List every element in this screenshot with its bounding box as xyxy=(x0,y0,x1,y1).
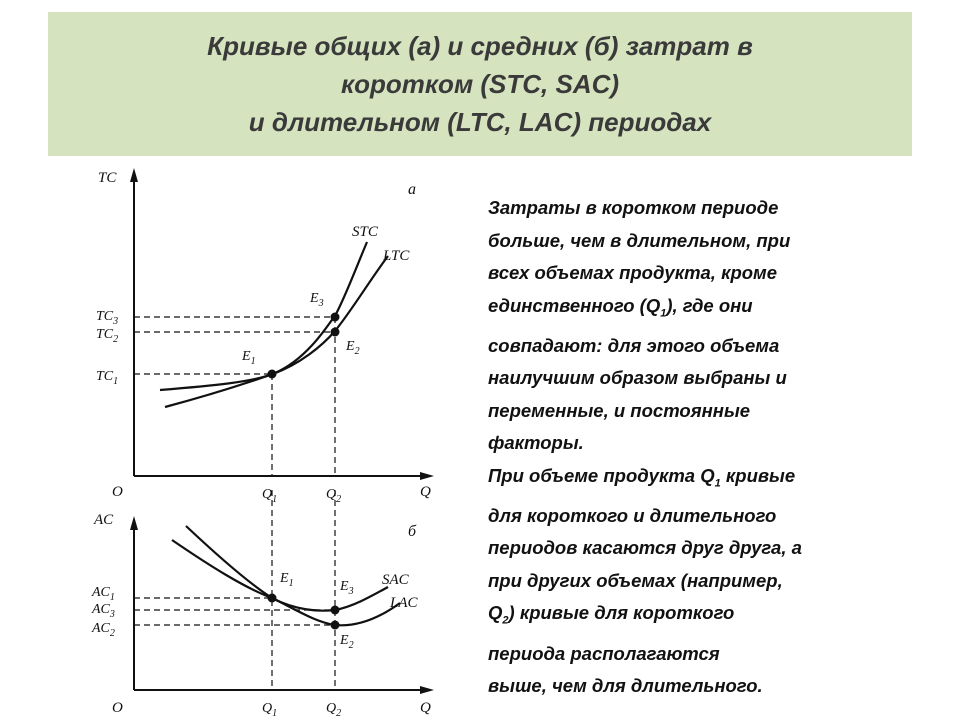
cost-curves-diagram xyxy=(90,160,450,720)
e1-point-top xyxy=(268,370,277,379)
title-banner xyxy=(48,12,912,156)
e3-label-bottom: $E_3$ xyxy=(340,579,354,597)
ac1-tick: $AC_1$ xyxy=(92,585,115,603)
desc-line-8: факторы. xyxy=(488,432,584,454)
q2-tick-top: $Q_2$ xyxy=(326,487,342,505)
desc-line-12: при других объемах (например, xyxy=(488,569,783,591)
ac3-tick: $AC_3$ xyxy=(92,602,115,620)
e2-label-bottom: $E_2$ xyxy=(340,633,354,651)
e2-label-top: $E_2$ xyxy=(346,339,360,357)
explanation-text xyxy=(488,192,928,703)
tc-axis-label: TC xyxy=(98,170,117,186)
q2-tick-bottom: $Q_2$ xyxy=(326,701,342,719)
q-axis-label-top: Q xyxy=(420,484,431,500)
lac-label: LAC xyxy=(390,595,418,611)
tc1-tick: $TC_1$ xyxy=(96,369,119,387)
e1-label-bottom: $E_1$ xyxy=(280,571,294,589)
panel-b-label: б xyxy=(408,523,417,540)
origin-bottom: O xyxy=(112,700,123,716)
e3-point-top xyxy=(331,313,340,322)
e1-point-bottom xyxy=(268,594,277,603)
q1-tick-bottom: $Q_1$ xyxy=(262,701,278,719)
tc2-tick: $TC_2$ xyxy=(96,327,119,345)
stc-label: STC xyxy=(352,224,378,240)
desc-line-6: наилучшим образом выбраны и xyxy=(488,367,787,389)
sac-label: SAC xyxy=(382,572,409,588)
ac-y-arrow xyxy=(130,516,138,530)
e3-label-top: $E_3$ xyxy=(310,291,324,309)
total-cost-panel xyxy=(130,168,434,480)
desc-line-11: периодов касаются друг друга, а xyxy=(488,537,802,559)
origin-top: O xyxy=(112,484,123,500)
desc-line-1: Затраты в коротком периоде xyxy=(488,197,779,218)
desc-line-15: выше, чем для длительного. xyxy=(488,675,763,697)
ltc-label: LTC xyxy=(383,248,410,264)
total-cost-labels xyxy=(96,170,431,505)
desc-line-14: периода располагаются xyxy=(488,642,720,664)
title-line-2: коротком (STC, SAC) xyxy=(340,69,620,99)
tc-x-arrow xyxy=(420,472,434,480)
ac-x-arrow xyxy=(420,686,434,694)
e2-point-bottom xyxy=(331,621,340,630)
desc-line-7: переменные, и постоянные xyxy=(488,399,751,421)
panel-a-label: а xyxy=(408,181,416,198)
tc-y-arrow xyxy=(130,168,138,182)
title-line-3: и длительном (LTC, LAC) периодах xyxy=(248,107,712,137)
desc-line-13: $Q_2$) кривые для короткого xyxy=(488,602,735,628)
title-line-1: Кривые общих (а) и средних (б) затрат в xyxy=(207,31,753,61)
ac-axis-label: AC xyxy=(94,512,114,528)
e1-label-top: $E_1$ xyxy=(242,349,256,367)
ac2-tick: $AC_2$ xyxy=(92,621,115,639)
e2-point-top xyxy=(331,328,340,337)
average-cost-panel xyxy=(130,490,434,694)
desc-line-9: При объеме продукта $Q_1$ кривые xyxy=(488,464,796,490)
desc-line-10: для короткого и длительного xyxy=(488,504,777,526)
q1-tick-top: $Q_1$ xyxy=(262,487,278,505)
desc-line-5: совпадают: для этого объема xyxy=(488,334,780,356)
tc3-tick: $TC_3$ xyxy=(96,309,119,327)
desc-line-4: единственного $(Q_1)$, где они xyxy=(488,294,753,320)
e3-point-bottom xyxy=(331,606,340,615)
q-axis-label-bottom: Q xyxy=(420,700,431,716)
desc-line-2: больше, чем в длительном, при xyxy=(488,229,791,251)
desc-line-3: всех объемах продукта, кроме xyxy=(488,262,778,283)
